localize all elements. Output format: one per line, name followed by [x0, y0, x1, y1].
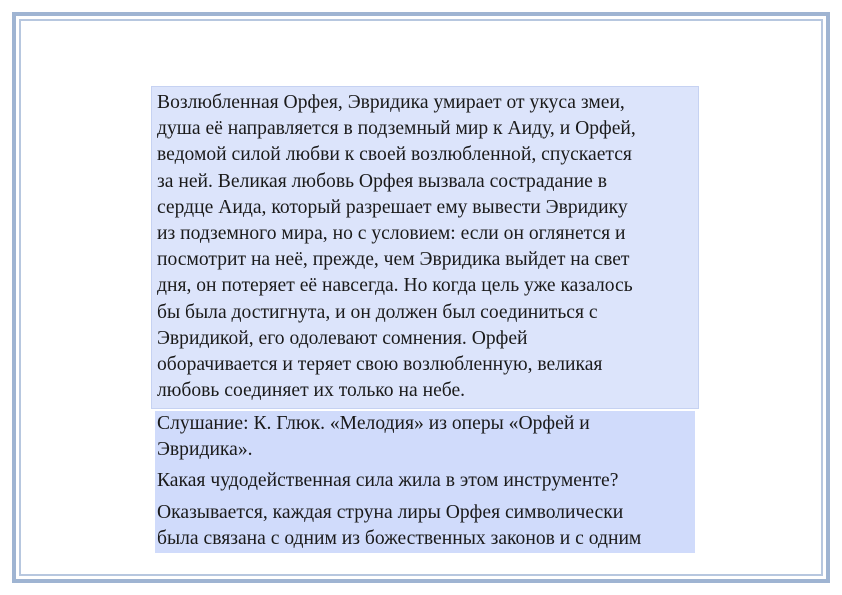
listening-line: Эвридика». [157, 439, 253, 461]
main-text-line: дня, он потеряет её навсегда. Но когда цель уже казалось [157, 275, 633, 297]
main-text-line: посмотрит на неё, прежде, чем Эвридика выйдет на свет [157, 249, 630, 271]
main-text-line: за ней. Великая любовь Орфея вызвала сострадание в [157, 170, 608, 192]
main-text-block [151, 86, 699, 409]
main-text-line: Возлюбленная Орфея, Эвридика умирает от укуса змеи, [157, 92, 625, 113]
listening-line: Слушание: К. Глюк. «Мелодия» из оперы «Орфей и [157, 413, 590, 434]
main-text-line: Эвридикой, его одолевают сомнения. Орфей [157, 327, 528, 349]
answer-paragraph [157, 500, 695, 552]
answer-line: была связана с одним из божественных законов и с одним [157, 527, 642, 549]
listening-block [155, 411, 695, 553]
listening-paragraph [157, 411, 695, 463]
main-text-line: любовь соединяет их только на небе. [157, 380, 466, 402]
main-text-line: ведомой силой любви к своей возлюбленной, спускается [157, 144, 632, 166]
question-line: Какая чудодейственная сила жила в этом инструменте? [157, 470, 619, 492]
main-text-line: сердце Аида, который разрешает ему вывести Эвридику [157, 196, 628, 218]
main-text-line: из подземного мира, но с условием: если он оглянется и [157, 223, 626, 245]
question-paragraph [157, 468, 695, 494]
main-text-line: оборачивается и теряет свою возлюбленную, великая [157, 354, 603, 376]
answer-line: Оказывается, каждая струна лиры Орфея символически [157, 501, 624, 523]
main-text-line: бы была достигнута, и он должен был соединиться с [157, 301, 598, 323]
main-text-line: душа её направляется в подземный мир к Аиду, и Орфей, [157, 118, 636, 140]
